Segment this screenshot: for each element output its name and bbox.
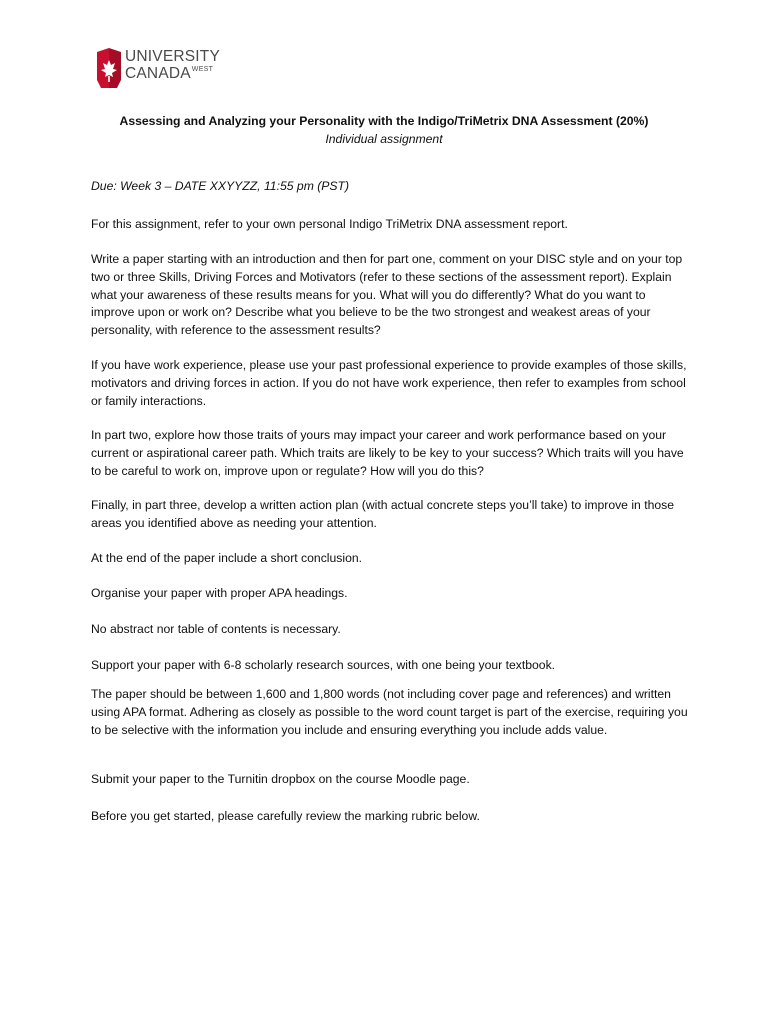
paragraph-sources: Support your paper with 6-8 scholarly research sources, with one being your textbook. xyxy=(91,658,556,672)
document-title: Assessing and Analyzing your Personality with the Indigo/TriMetrix DNA Assessment (20%) xyxy=(119,114,649,128)
document-subtitle: Individual assignment xyxy=(325,132,443,146)
paragraph-word-count: The paper should be between 1,600 and 1,800 words (not including cover page and references) and written using APA format. Adhering as closely as possible to the word count target is part of the exercise, requiring you to be selective with the information you include and ensuring everything you include adds value. xyxy=(91,687,688,737)
university-logo xyxy=(95,48,235,90)
logo-wordmark xyxy=(125,49,220,81)
maple-leaf-icon xyxy=(95,48,123,88)
logo-line-canada xyxy=(125,66,220,82)
paragraph-submit: Submit your paper to the Turnitin dropbox on the course Moodle page. xyxy=(91,772,470,786)
paragraph-part-two: In part two, explore how those traits of yours may impact your career and work performance based on your current or aspirational career path. Which traits are likely to be key to your success? Which traits will you have to be careful to work on, improve upon or regulate? How will you do this? xyxy=(91,428,684,478)
paragraph-conclusion: At the end of the paper include a short conclusion. xyxy=(91,551,363,565)
logo-west-superscript: WEST xyxy=(191,65,214,73)
logo-canada-text: CANADA xyxy=(125,64,191,82)
logo-line-university: UNIVERSITY xyxy=(125,48,221,65)
paragraph-part-three: Finally, in part three, develop a written action plan (with actual concrete steps you’ll take) to improve in those areas you identified above as needing your attention. xyxy=(91,498,675,530)
paragraph-part-one: Write a paper starting with an introduction and then for part one, comment on your DISC style and on your top two or three Skills, Driving Forces and Motivators (refer to these sections of the assessment report). Explain what your awareness of these results means for you. What will you do differently? What do you want to improve upon or work on? Describe what you believe to be the two strongest and weakest areas of your personality, with reference to the assessment results? xyxy=(91,252,683,338)
paragraph-apa-headings: Organise your paper with proper APA headings. xyxy=(91,586,348,600)
paragraph-intro: For this assignment, refer to your own personal Indigo TriMetrix DNA assessment report. xyxy=(91,217,568,231)
paragraph-rubric: Before you get started, please carefully review the marking rubric below. xyxy=(91,809,480,823)
paragraph-work-experience: If you have work experience, please use your past professional experience to provide examples of those skills, motivators and driving forces in action. If you do not have work experience, then refer to examples from school or family interactions. xyxy=(91,358,687,408)
paragraph-no-abstract: No abstract nor table of contents is necessary. xyxy=(91,622,341,636)
due-date: Due: Week 3 – DATE XXYYZZ, 11:55 pm (PST) xyxy=(91,179,350,193)
